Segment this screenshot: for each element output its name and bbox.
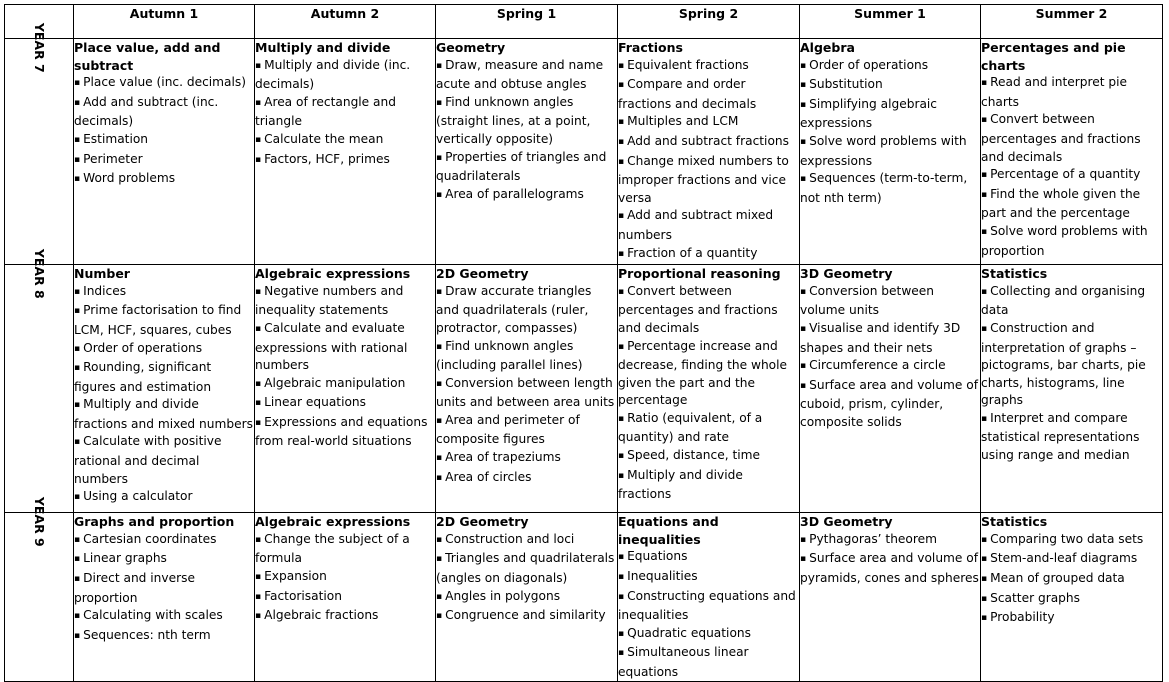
topic-item	[981, 609, 1162, 629]
topic-item-text: Construction and interpretation of graphs – pictograms, bar charts, pie charts, histograms, line graphs	[981, 320, 1146, 408]
year-label-cell	[5, 496, 74, 682]
topic-item	[800, 57, 980, 77]
topic-item-text: Fraction of a quantity	[627, 245, 758, 260]
topic-item-text: Linear equations	[264, 395, 366, 410]
topic-item	[255, 131, 435, 151]
topic-title: Place value, add and subtract	[74, 40, 221, 73]
topic-item-text: Add and subtract (inc. decimals)	[74, 94, 219, 129]
topic-item	[981, 166, 1162, 186]
topic-item	[618, 133, 799, 153]
header-row	[5, 5, 1163, 39]
topic-item	[255, 151, 435, 171]
topic-item-text: Compare and order fractions and decimals	[618, 77, 757, 111]
topic-item	[74, 550, 254, 570]
topic-item-text: Inequalities	[627, 568, 698, 583]
topic-item	[618, 245, 799, 265]
topic-item-text: Visualise and identify 3D shapes and their nets	[800, 320, 961, 355]
topic-item	[618, 76, 799, 113]
topic-item-text: Speed, distance, time	[627, 448, 760, 463]
topic-item-list	[436, 283, 617, 489]
topic-item-list	[74, 283, 254, 508]
topic-item	[74, 302, 254, 339]
year-label-cell	[5, 248, 74, 513]
topic-title: Statistics	[981, 514, 1048, 530]
topic-item-text: Estimation	[83, 131, 149, 146]
topic-item-text: Circumference a circle	[809, 358, 946, 373]
topic-cell	[436, 265, 618, 513]
topic-item	[255, 375, 435, 395]
topic-item-text: Substitution	[809, 77, 883, 92]
topic-title: Algebra	[800, 40, 855, 55]
topic-item	[800, 320, 980, 357]
topic-title: 3D Geometry	[800, 514, 893, 530]
topic-item	[436, 412, 617, 449]
term-header-summer-2: Summer 2	[981, 5, 1163, 39]
topic-item-text: Area of rectangle and triangle	[255, 94, 396, 129]
topic-item	[436, 57, 617, 94]
topic-title: 2D Geometry	[436, 266, 529, 282]
topic-item	[800, 531, 980, 551]
topic-item-text: Mean of grouped data	[990, 570, 1125, 585]
topic-item	[255, 531, 435, 568]
topic-item-text: Negative numbers and inequality statements	[255, 283, 404, 318]
topic-item-text: Convert between percentages and fractions and decimals	[981, 112, 1141, 164]
year-row	[5, 513, 1163, 682]
topic-item	[74, 94, 254, 131]
topic-item	[618, 568, 799, 588]
topic-item-text: Conversion between length units and between area units	[436, 375, 615, 410]
topic-item-text: Pythagoras’ theorem	[809, 531, 937, 546]
topic-item	[618, 410, 799, 447]
topic-item-list	[800, 531, 980, 588]
topic-item-text: Linear graphs	[83, 551, 167, 566]
topic-item	[981, 74, 1162, 111]
topic-item	[74, 359, 254, 396]
topic-item-text: Scatter graphs	[990, 590, 1080, 605]
topic-item	[436, 149, 617, 186]
topic-item-text: Solve word problems with expressions	[800, 133, 967, 168]
topic-item-text: Triangles and quadrilaterals (angles on diagonals)	[436, 551, 615, 585]
topic-title: Geometry	[436, 40, 506, 55]
year-label: YEAR 9	[31, 496, 47, 547]
topic-item-text: Add and subtract fractions	[627, 133, 789, 148]
topic-item-text: Simultaneous linear equations	[618, 645, 749, 679]
topic-item-list	[255, 57, 435, 171]
topic-item	[436, 607, 617, 627]
topic-item	[74, 151, 254, 171]
topic-title: Percentages and pie charts	[981, 40, 1126, 73]
topic-cell	[981, 265, 1163, 513]
topic-item-text: Stem-and-leaf diagrams	[990, 551, 1138, 566]
topic-cell	[618, 39, 800, 265]
topic-item-list	[255, 283, 435, 451]
topic-item-list	[618, 283, 799, 504]
topic-item	[255, 283, 435, 320]
topic-item	[618, 588, 799, 625]
topic-cell	[981, 513, 1163, 682]
topic-cell	[618, 265, 800, 513]
topic-item-text: Ratio (equivalent, of a quantity) and rate	[618, 410, 763, 445]
topic-item-list	[255, 531, 435, 627]
topic-item-text: Calculate the mean	[264, 131, 384, 146]
topic-cell	[74, 513, 255, 682]
topic-item-text: Change the subject of a formula	[255, 531, 410, 566]
topic-item-text: Calculate with positive rational and decimal numbers	[74, 434, 222, 486]
topic-item-text: Using a calculator	[83, 489, 193, 504]
term-header-autumn-2: Autumn 2	[255, 5, 436, 39]
topic-item	[981, 590, 1162, 610]
topic-item	[436, 550, 617, 587]
topic-item	[436, 531, 617, 551]
topic-item	[800, 377, 980, 432]
curriculum-table	[4, 4, 1163, 682]
topic-item	[255, 94, 435, 131]
topic-item-text: Multiples and LCM	[627, 114, 739, 129]
topic-item-text: Calculating with scales	[83, 608, 223, 623]
topic-item-text: Calculate and evaluate expressions with rational numbers	[255, 320, 408, 373]
topic-item-text: Surface area and volume of pyramids, cones and spheres	[800, 551, 979, 585]
topic-cell	[255, 513, 436, 682]
topic-item	[800, 76, 980, 96]
topic-item-text: Simplifying algebraic expressions	[800, 96, 938, 131]
topic-item-text: Solve word problems with proportion	[981, 223, 1148, 258]
topic-item	[255, 588, 435, 608]
topic-title: Fractions	[618, 40, 683, 55]
topic-item-text: Read and interpret pie charts	[981, 75, 1128, 109]
topic-item	[981, 410, 1162, 465]
topic-item	[436, 469, 617, 489]
topic-item	[436, 338, 617, 375]
topic-item	[981, 531, 1162, 551]
topic-item-text: Constructing equations and inequalities	[618, 588, 796, 623]
topic-item	[618, 338, 799, 410]
topic-item-list	[436, 531, 617, 627]
topic-item-text: Rounding, significant figures and estimation	[74, 360, 212, 394]
topic-cell	[800, 513, 981, 682]
topic-item-text: Word problems	[83, 171, 176, 186]
topic-item-text: Percentage increase and decrease, finding the whole given the part and the percentage	[618, 338, 788, 408]
topic-item-text: Collecting and organising data	[981, 283, 1146, 318]
topic-title: Multiply and divide	[255, 40, 391, 55]
topic-title: Algebraic expressions	[255, 266, 411, 282]
topic-item-text: Multiply and divide fractions and mixed numbers	[74, 397, 253, 431]
topic-item	[618, 467, 799, 504]
topic-item-text: Interpret and compare statistical representations using range and median	[981, 410, 1140, 463]
topic-item-text: Change mixed numbers to improper fractions and vice versa	[618, 153, 789, 205]
topic-item	[800, 96, 980, 133]
topic-item	[981, 283, 1162, 320]
topic-cell	[255, 265, 436, 513]
topic-item	[800, 357, 980, 377]
topic-item-list	[800, 57, 980, 208]
topic-item-text: Quadratic equations	[627, 625, 751, 640]
topic-item	[436, 283, 617, 338]
topic-item	[436, 186, 617, 206]
topic-item	[74, 627, 254, 647]
topic-item-text: Sequences (term-to-term, not nth term)	[800, 171, 968, 205]
topic-item	[800, 133, 980, 170]
topic-item-list	[981, 74, 1162, 260]
topic-item-text: Algebraic fractions	[264, 608, 379, 623]
topic-item-text: Equations	[627, 549, 688, 564]
topic-item-text: Cartesian coordinates	[83, 531, 217, 546]
topic-item-text: Area of parallelograms	[445, 186, 584, 201]
topic-item	[618, 207, 799, 244]
topic-item-text: Draw accurate triangles and quadrilaterals (ruler, protractor, compasses)	[436, 283, 592, 335]
topic-item-text: Find unknown angles (straight lines, at a point, vertically opposite)	[436, 94, 591, 146]
topic-item-text: Multiply and divide (inc. decimals)	[255, 57, 411, 92]
topic-item	[255, 607, 435, 627]
topic-title: 2D Geometry	[436, 514, 529, 530]
topic-item-text: Expansion	[264, 568, 327, 583]
topic-item	[436, 375, 617, 412]
topic-item-text: Prime factorisation to find LCM, HCF, squares, cubes	[74, 303, 242, 337]
topic-item-list	[618, 548, 799, 681]
topic-item	[981, 320, 1162, 410]
topic-item	[981, 111, 1162, 166]
topic-cell	[255, 39, 436, 265]
topic-title: Algebraic expressions	[255, 514, 411, 530]
topic-item	[800, 550, 980, 587]
topic-item	[255, 57, 435, 94]
year-row	[5, 39, 1163, 265]
topic-item-text: Probability	[990, 610, 1055, 625]
topic-item-text: Order of operations	[809, 57, 929, 72]
topic-item	[618, 625, 799, 645]
topic-item-list	[436, 57, 617, 206]
topic-item	[981, 570, 1162, 590]
topic-item-text: Congruence and similarity	[445, 608, 606, 623]
topic-item-list	[981, 531, 1162, 629]
topic-item	[618, 447, 799, 467]
topic-item-text: Expressions and equations from real-world situations	[255, 414, 428, 449]
topic-item	[74, 570, 254, 607]
topic-cell	[800, 39, 981, 265]
topic-item-text: Multiply and divide fractions	[618, 467, 743, 502]
topic-item	[255, 414, 435, 451]
topic-cell	[800, 265, 981, 513]
topic-item	[74, 131, 254, 151]
topic-cell	[618, 513, 800, 682]
topic-item-text: Percentage of a quantity	[990, 167, 1141, 182]
topic-item	[981, 223, 1162, 260]
topic-title: Graphs and proportion	[74, 514, 235, 530]
topic-item	[800, 283, 980, 320]
topic-cell	[436, 39, 618, 265]
year-label: YEAR 7	[31, 22, 47, 73]
topic-item-text: Find unknown angles (including parallel lines)	[436, 338, 583, 373]
topic-item-text: Find the whole given the part and the percentage	[981, 186, 1141, 221]
topic-item-text: Angles in polygons	[445, 588, 561, 603]
topic-item	[436, 449, 617, 469]
topic-item	[618, 153, 799, 208]
topic-item-text: Convert between percentages and fractions and decimals	[618, 283, 778, 335]
topic-item	[255, 568, 435, 588]
topic-item-text: Draw, measure and name acute and obtuse angles	[436, 57, 604, 92]
topic-title: Equations and inequalities	[618, 514, 719, 547]
topic-item-text: Order of operations	[83, 340, 203, 355]
year-row	[5, 265, 1163, 513]
topic-item-text: Area of trapeziums	[445, 450, 561, 465]
topic-item	[74, 170, 254, 190]
topic-title: 3D Geometry	[800, 266, 893, 282]
topic-item-text: Algebraic manipulation	[264, 375, 406, 390]
topic-item	[618, 548, 799, 568]
topic-item-text: Area of circles	[445, 469, 532, 484]
topic-item	[436, 94, 617, 149]
topic-cell	[74, 39, 255, 265]
topic-item-text: Comparing two data sets	[990, 531, 1144, 546]
topic-item-list	[74, 74, 254, 190]
term-header-summer-1: Summer 1	[800, 5, 981, 39]
topic-item-text: Construction and loci	[445, 531, 575, 546]
topic-item	[981, 186, 1162, 223]
topic-item	[74, 340, 254, 360]
topic-item-text: Factors, HCF, primes	[264, 151, 390, 166]
topic-item-text: Perimeter	[83, 151, 143, 166]
year-label-cell	[5, 22, 74, 265]
topic-item	[981, 550, 1162, 570]
topic-item	[436, 588, 617, 608]
topic-item-text: Place value (inc. decimals)	[83, 75, 247, 90]
topic-item	[74, 283, 254, 303]
topic-item-text: Sequences: nth term	[83, 627, 211, 642]
topic-item	[618, 644, 799, 681]
topic-item	[74, 607, 254, 627]
topic-item	[74, 74, 254, 94]
topic-item	[74, 488, 254, 508]
topic-item-text: Factorisation	[264, 588, 342, 603]
topic-title: Number	[74, 266, 130, 282]
topic-title: Proportional reasoning	[618, 266, 781, 282]
topic-item-text: Conversion between volume units	[800, 283, 935, 318]
term-header-spring-2: Spring 2	[618, 5, 800, 39]
topic-item	[255, 320, 435, 375]
topic-item-text: Properties of triangles and quadrilaterals	[436, 149, 607, 184]
topic-item	[74, 396, 254, 433]
topic-item-list	[618, 57, 799, 265]
topic-item-text: Direct and inverse proportion	[74, 570, 195, 605]
term-header-spring-1: Spring 1	[436, 5, 618, 39]
topic-item	[74, 531, 254, 551]
topic-item	[618, 283, 799, 338]
topic-item-list	[800, 283, 980, 432]
topic-item-text: Add and subtract mixed numbers	[618, 208, 774, 242]
topic-cell	[981, 39, 1163, 265]
topic-item-text: Area and perimeter of composite figures	[436, 412, 580, 447]
topic-title: Statistics	[981, 266, 1048, 282]
topic-cell	[74, 265, 255, 513]
topic-item-text: Surface area and volume of cuboid, prism, cylinder, composite solids	[800, 377, 979, 429]
topic-item-list	[981, 283, 1162, 465]
topic-item-text: Equivalent fractions	[627, 57, 749, 72]
term-header-autumn-1: Autumn 1	[74, 5, 255, 39]
topic-item	[74, 433, 254, 488]
topic-item-text: Indices	[83, 283, 127, 298]
topic-cell	[436, 513, 618, 682]
topic-item	[618, 57, 799, 77]
year-label: YEAR 8	[31, 248, 47, 299]
topic-item	[618, 113, 799, 133]
topic-item	[800, 170, 980, 207]
topic-item-list	[74, 531, 254, 647]
topic-item	[255, 394, 435, 414]
